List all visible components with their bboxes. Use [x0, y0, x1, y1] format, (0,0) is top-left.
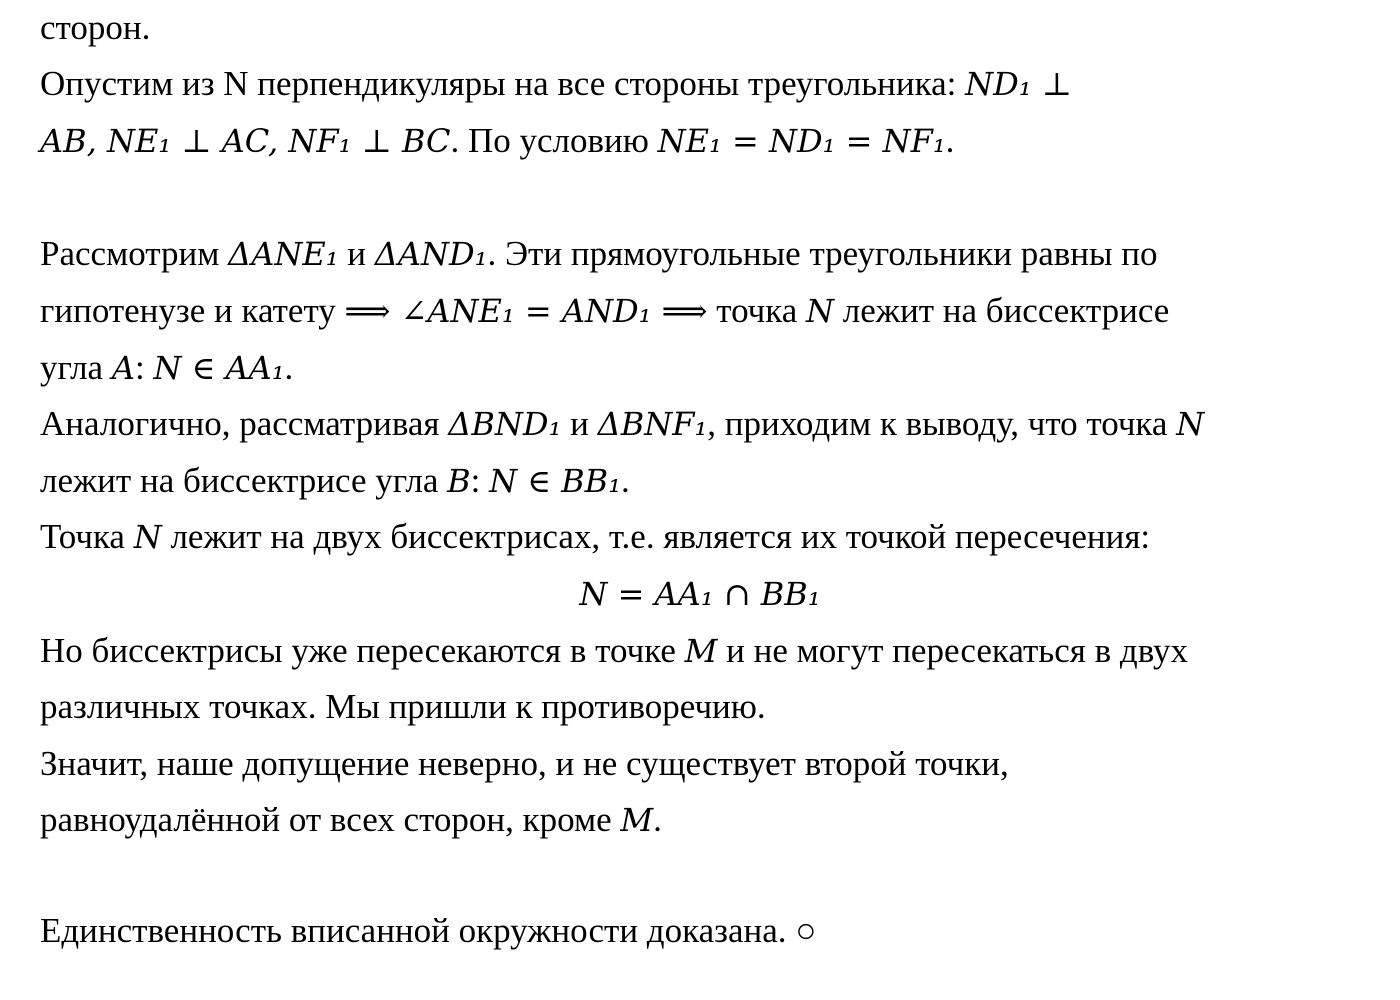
math-expression: ND₁ ⊥: [965, 65, 1072, 103]
text: угла: [40, 348, 112, 387]
text: и не могут пересекаться в двух: [717, 631, 1189, 670]
text: точка: [707, 291, 807, 330]
math-expression: M: [684, 632, 718, 670]
text: Опустим из N перпендикуляры на все стороны треугольника:: [40, 64, 966, 103]
math-expression: N = AA₁ ∩ BB₁: [579, 575, 821, 613]
text: , приходим к выводу, что точка: [707, 404, 1177, 443]
text: .: [653, 800, 662, 839]
math-expression: ΔBND₁: [448, 405, 562, 443]
text: Рассмотрим: [40, 234, 229, 273]
text: Точка: [40, 517, 134, 556]
text: лежит на биссектрисе угла: [40, 461, 448, 500]
paragraph-line: [40, 286, 1169, 336]
paragraph-line: [40, 229, 1158, 279]
math-expression: ΔBNF₁: [597, 405, 708, 443]
paragraph-line: [40, 795, 662, 845]
text: .: [284, 348, 294, 387]
math-expression: M: [620, 801, 654, 839]
text: сторон.: [40, 8, 151, 47]
math-expression: N ∈ AA₁: [153, 349, 285, 387]
text: равноудалённой от всех сторон, кроме: [40, 800, 621, 839]
math-expression: N ∈ BB₁: [489, 462, 622, 500]
math-expression: AB, NE₁ ⊥ AC, NF₁ ⊥ BC: [40, 122, 451, 160]
text: и: [338, 234, 375, 273]
math-expression: NE₁ = ND₁ = NF₁: [657, 122, 946, 160]
text: . Эти прямоугольные треугольники равны по: [487, 234, 1158, 273]
text: :: [470, 461, 490, 500]
paragraph-line: [40, 739, 1009, 789]
paragraph-line: [40, 906, 816, 956]
math-expression: N: [806, 292, 835, 330]
paragraph-line: [40, 343, 293, 393]
text: Но биссектрисы уже пересекаются в точке: [40, 631, 685, 670]
text: лежит на двух биссектрисах, т.е. является их точкой пересечения:: [161, 517, 1151, 556]
text: Аналогично, рассматривая: [40, 404, 449, 443]
paragraph-line: [40, 512, 1150, 562]
paragraph-line: [40, 116, 954, 166]
math-expression: B: [447, 462, 471, 500]
paragraph-line: [40, 399, 1204, 449]
text: Единственность вписанной окружности доказана. ○: [40, 911, 817, 950]
text: гипотенузе и катету: [40, 291, 345, 330]
paragraph-line: [40, 456, 630, 506]
text: .: [945, 121, 955, 160]
math-expression: A: [111, 349, 135, 387]
math-expression: N: [133, 518, 162, 556]
math-expression: ΔANE₁: [228, 235, 339, 273]
math-expression: N: [1176, 405, 1205, 443]
text: лежит на биссектрисе: [834, 291, 1170, 330]
paragraph-line: [40, 3, 150, 53]
display-equation: [0, 569, 1400, 619]
paragraph-line: [40, 626, 1188, 676]
text: различных точках. Мы пришли к противоречию.: [40, 687, 766, 726]
text: .: [621, 461, 630, 500]
math-expression: ΔAND₁: [374, 235, 488, 273]
math-expression: ⟹ ∠ANE₁ = AND₁ ⟹: [344, 292, 708, 330]
text: и: [561, 404, 598, 443]
paragraph-line: [40, 682, 766, 732]
text: :: [134, 348, 154, 387]
text: . По условию: [450, 121, 658, 160]
text: Значит, наше допущение неверно, и не существует второй точки,: [40, 744, 1009, 783]
paragraph-line: [40, 59, 1072, 109]
